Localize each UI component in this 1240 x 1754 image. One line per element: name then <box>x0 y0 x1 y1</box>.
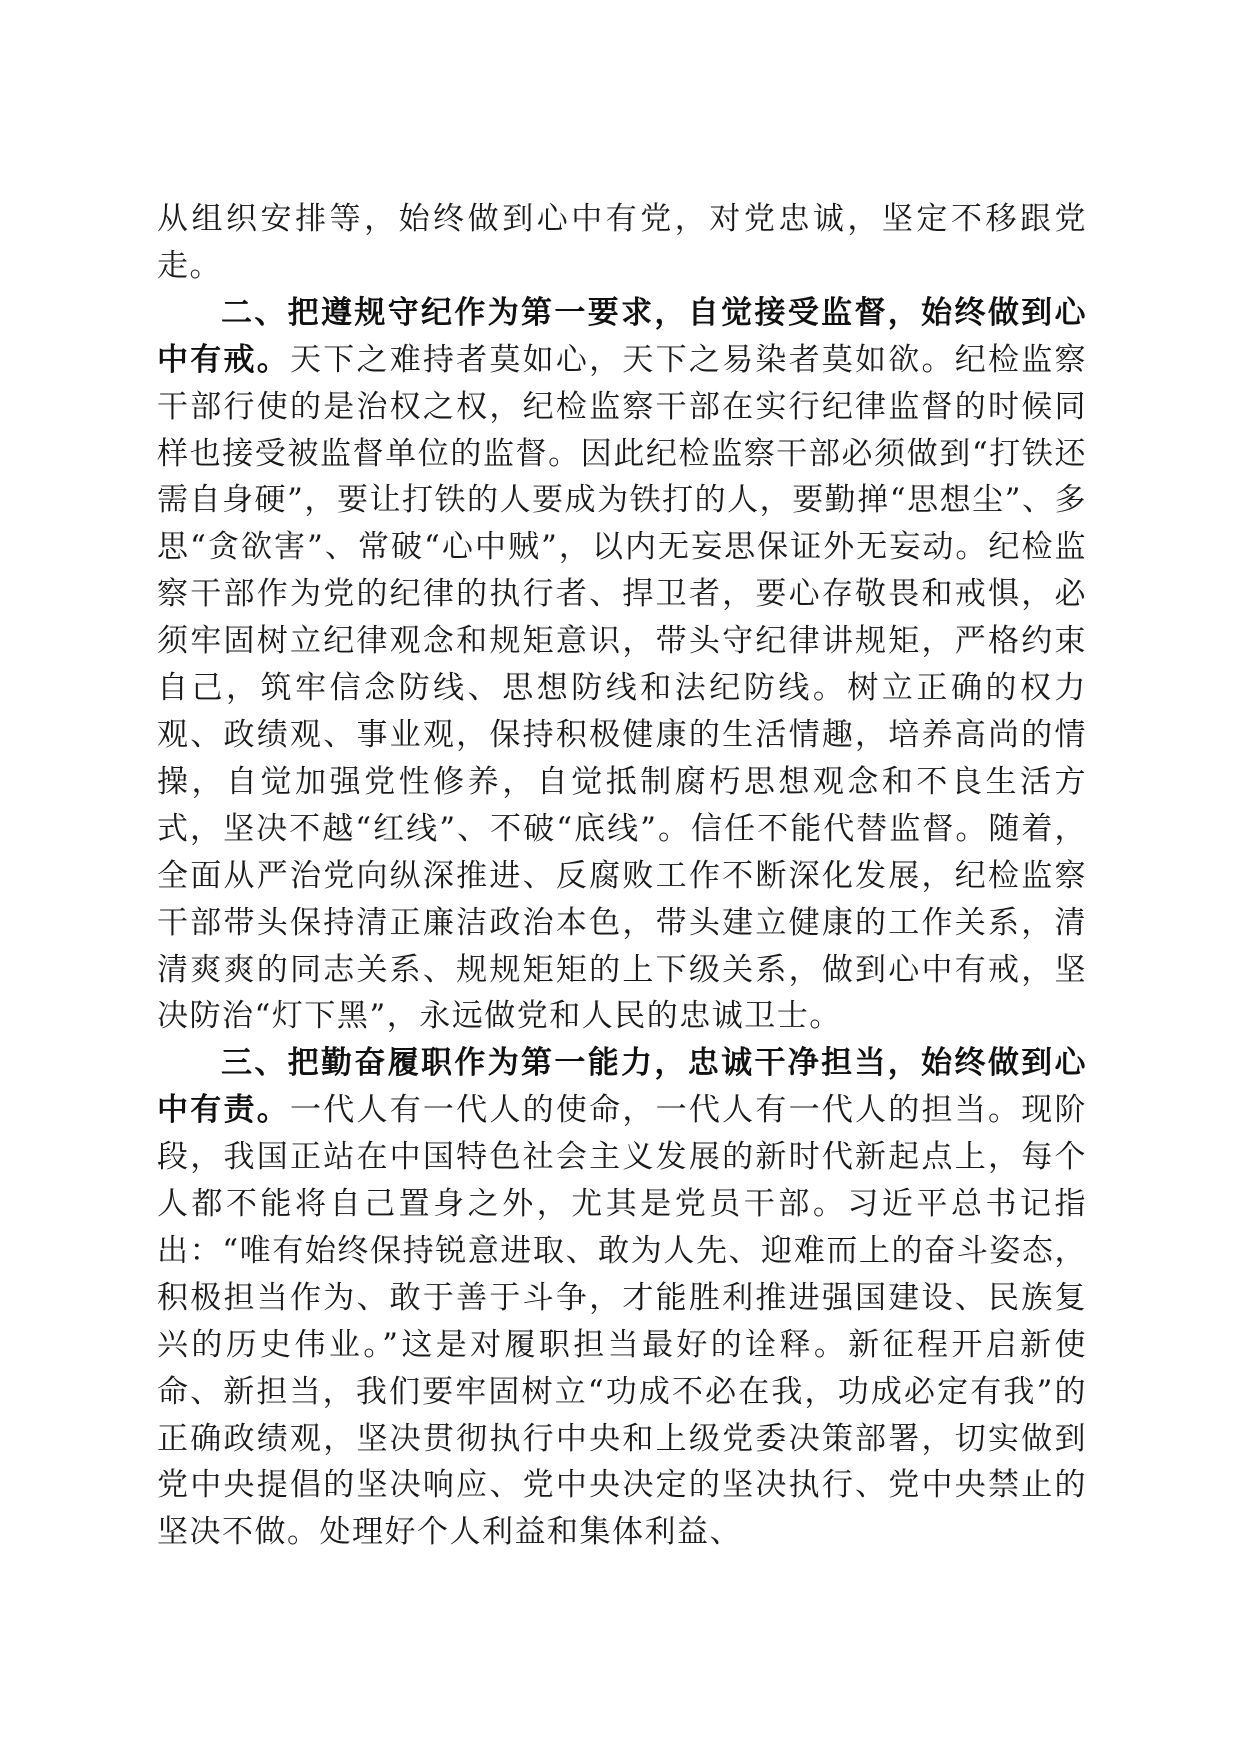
document-page <box>157 196 1087 1556</box>
section-heading: 二、把遵规守纪作为第一要求，自觉接受监督，始终做到心中有戒。 <box>157 294 1087 378</box>
paragraph-section-three <box>157 1040 1087 1556</box>
paragraph-text: 天下之难持者莫如心，天下之易染者莫如欲。纪检监察干部行使的是治权之权，纪检监察干部在实行纪律监督的时候同样也接受被监督单位的监督。因此纪检监察干部必须做到“打铁还需自身硬”，要让打铁的人要成为铁打的人，要勤掸“思想尘”、多思“贪欲害”、常破“心中贼”，以内无妄思保证外无妄动。纪检监察干部作为党的纪律的执行者、捍卫者，要心存敬畏和戒惧，必须牢固树立纪律观念和规矩意识，带头守纪律讲规矩，严格约束自己，筑牢信念防线、思想防线和法纪防线。树立正确的权力观、政绩观、事业观，保持积极健康的生活情趣，培养高尚的情操，自觉加强党性修养，自觉抵制腐朽思想观念和不良生活方式，坚决不越“红线”、不破“底线”。信任不能代替监督。随着，全面从严治党向纵深推进、反腐败工作不断深化发展，纪检监察干部带头保持清正廉洁政治本色，带头建立健康的工作关系，清清爽爽的同志关系、规规矩矩的上下级关系，做到心中有戒，坚决防治“灯下黑”，永远做党和人民的忠诚卫士。 <box>157 341 1088 1035</box>
paragraph-section-two <box>157 290 1087 1041</box>
paragraph-text: 一代人有一代人的使命，一代人有一代人的担当。现阶段，我国正站在中国特色社会主义发展的新时代新起点上，每个人都不能将自己置身之外，尤其是党员干部。习近平总书记指出：“唯有始终保持锐意进取、敢为人先、迎难而上的奋斗姿态，积极担当作为、敢于善于斗争，才能胜利推进强国建设、民族复兴的历史伟业。”这是对履职担当最好的诠释。新征程开启新使命、新担当，我们要牢固树立“功成不必在我，功成必定有我”的正确政绩观，坚决贯彻执行中央和上级党委决策部署，切实做到党中央提倡的坚决响应、党中央决定的坚决执行、党中央禁止的坚决不做。处理好个人利益和集体利益、 <box>157 1092 1088 1551</box>
section-heading: 三、把勤奋履职作为第一能力，忠诚干净担当，始终做到心中有责。 <box>157 1045 1087 1129</box>
paragraph-text: 从组织安排等，始终做到心中有党，对党忠诚，坚定不移跟党走。 <box>157 201 1087 284</box>
paragraph-continuation <box>157 196 1087 290</box>
